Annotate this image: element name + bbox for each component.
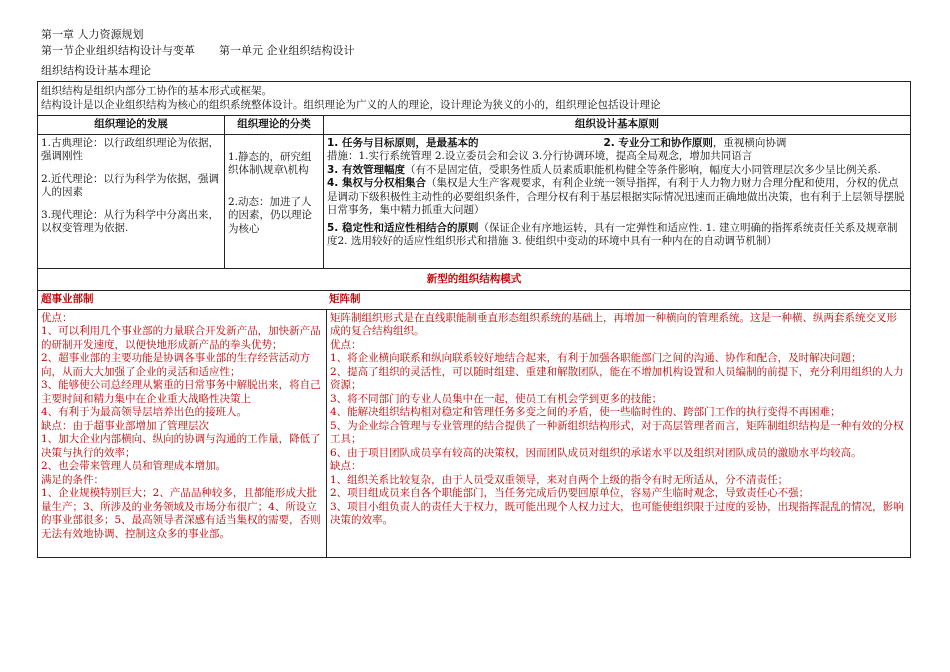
section-title: 第一节企业组织结构设计与变革 [41,44,195,57]
unit-title: 第一单元 企业组织结构设计 [219,44,355,57]
principle-5-text: （保证企业有序地运转，具有一定弹性和适应性. 1. 建立明确的指挥系统责任关系及规章制度2. 选用较好的适应性组织形式和措施 3. 使组织中变动的环境中具有一种内在的自动调节机制） [327,221,898,247]
right-intro: 矩阵制组织形式是在直线职能制垂直形态组织系统的基础上，再增加一种横向的管理系统。这是一种横、纵两套系统交叉形成的复合结构组织。 [330,311,897,337]
principle-3-title: 3. 有效管理幅度 [327,163,405,176]
model-title-row [38,290,910,309]
chapter-heading: 第一章 人力资源规划 [41,28,144,41]
col-header-development: 组织理论的发展 [94,118,168,130]
content-table [37,81,911,558]
left-conditions: 1、企业规模特别巨大；2、产品品种较多，且都能形成大批量生产；3、所涉及的业务领域及市场分布很广；4、所设立的事业部很多；5、最高领导者深感有适当集权的需要，否则无法有效地协调、控制这众多的事业部。 [41,487,321,540]
principle-measures: 措施：1.实行系统管理 2.设立委员会和会议 3.分行协调环境，提高全局观念，增加共同语言 [327,150,753,162]
principle-2-text: ，重视横向协调 [712,136,787,149]
right-advantage: 6、由于项目团队成员享有较高的决策权，因而团队成员对组织的承诺水平以及组织对团队成员的激励水平均较高。 [330,446,862,459]
principle-3 [327,164,907,178]
model-content-row [38,309,910,557]
new-structure-title: 新型的组织结构模式 [426,272,522,285]
new-structure-title-row [38,268,910,291]
right-dis-label: 缺点： [330,460,362,472]
theory-row [38,134,910,268]
left-dis-label: 缺点：由于超事业部增加了管理层次 [41,419,209,432]
principle-2-title: 2. 专业分工和协作原则 [603,136,713,149]
left-advantage: 4、有利于为最高领导层培养出色的接班人。 [41,406,248,418]
left-advantage: 3、能够使公司总经理从繁重的日常事务中解脱出来，将自己主要时间和精力集中在企业重大战略性决策上 [41,379,321,405]
right-adv-label: 优点： [330,338,362,351]
intro-line-2: 结构设计是以企业组织结构为核心的组织系统整体设计。组织理论为广义的人的理论，设计理论为狭义的小的，组织理论包括设计理论 [41,98,661,111]
left-disadvantage: 1、加大企业内部横向、纵向的协调与沟通的工作量，降低了决策与执行的效率； [41,433,321,459]
principle-4-title: 4. 集权与分权相集合 [327,177,426,189]
left-cond-label: 满足的条件： [41,473,104,486]
principle-4-text: （集权是大生产客观要求，有利企业统一领导指挥，有利于人力物力财力合理分配和使用，分权的优点是调动下级积极性主动性的必要组织条件，合理分权有利于基层根据实际情况迅速而正确地做出决策，也有利于上层领导摆脱日常事务，集中精力抓重大问题） [327,177,905,216]
right-disadvantage: 3、项目小组负责人的责任大于权力，既可能出现个人权力过大，也可能使组织限于过度的妥协，出现指挥混乱的情况，影响决策的效率。 [330,500,904,526]
principle-5-title: 5. 稳定性和适应性相结合的原则 [327,221,479,234]
right-disadvantage: 2、项目组成员来自各个职能部门，当任务完成后仍要回原单位，容易产生临时观念，导致责任心不强； [330,487,810,499]
principle-4 [327,177,907,218]
left-advantage: 1、可以利用几个事业部的力量联合开发新产品，加快新产品的研制开发速度，以便快地形成新产品的拳头优势； [41,325,321,351]
col-header-principles: 组织设计基本原则 [323,116,910,134]
right-advantage: 1、将企业横向联系和纵向联系较好地结合起来，有利于加强各职能部门之间的沟通、协作和配合，及时解决问题； [330,352,862,364]
right-advantage: 2、提高了组织的灵活性，可以随时组建、重建和解散团队，能在不增加机构设置和人员编制的前提下，充分利用组织的人力资源； [330,365,904,391]
principle-3-text: （有不是固定值，受职务性质人员素质职能机构健全等条件影响，幅度大小同管理层次多少呈比例关系. [404,163,881,176]
right-advantage: 5、为企业综合管理与专业管理的结合提供了一种新组织结构形式，对于高层管理者而言，矩阵制组织结构是一种有效的分权工具； [330,419,904,445]
principle-row-1 [327,137,907,151]
topic-heading: 组织结构设计基本理论 [41,64,151,77]
classification-cell [224,135,323,268]
development-item: 1.古典理论：以行政组织理论为依据，强调刚性 [41,136,220,162]
section-heading [41,44,355,57]
principle-1-title: 1. 任务与目标原则，是最基本的 [327,136,479,149]
right-disadvantage: 1、组织关系比较复杂，由于人员受双重领导，来对自两个上级的指令有时无所适从，分不清责任； [330,473,789,486]
super-division-cell [38,310,326,557]
matrix-title: 矩阵制 [329,293,361,305]
development-item: 3.现代理论：从行为科学中分离出来，以权变管理为依据. [41,208,220,234]
development-item: 2.近代理论：以行为科学为依据，强调人的因素 [41,172,220,198]
classification-item: 2.动态：加进了人的因素，仍以理论为核心 [228,195,312,235]
left-adv-label: 优点： [41,311,73,324]
right-advantage: 3、将不同部门的专业人员集中在一起，使员工有机会学到更多的技能； [330,392,663,405]
principle-5 [327,222,907,249]
right-advantage: 4、能解决组织结构相对稳定和管理任务多变之间的矛盾，使一些临时性的、跨部门工作的执行变得不再困难； [330,406,841,418]
super-division-title: 超事业部制 [41,293,94,305]
left-advantage: 2、超事业部的主要功能是协调各事业部的生存经营活动方向，从而大大加强了企业的灵活和适应性； [41,352,311,378]
classification-item: 1.静态的，研究组织体制\规章\机构 [228,150,312,176]
matrix-cell [326,310,910,557]
left-disadvantage: 2、也会带来管理人员和管理成本增加。 [41,460,227,472]
principles-cell [323,135,910,268]
intro-row [38,82,910,115]
intro-cell [38,82,910,115]
development-cell [38,135,224,268]
col-header-classification: 组织理论的分类 [224,116,323,134]
column-header-row [38,115,910,134]
intro-line-1: 组织结构是组织内部分工协作的基本形式或框架。 [41,85,272,97]
